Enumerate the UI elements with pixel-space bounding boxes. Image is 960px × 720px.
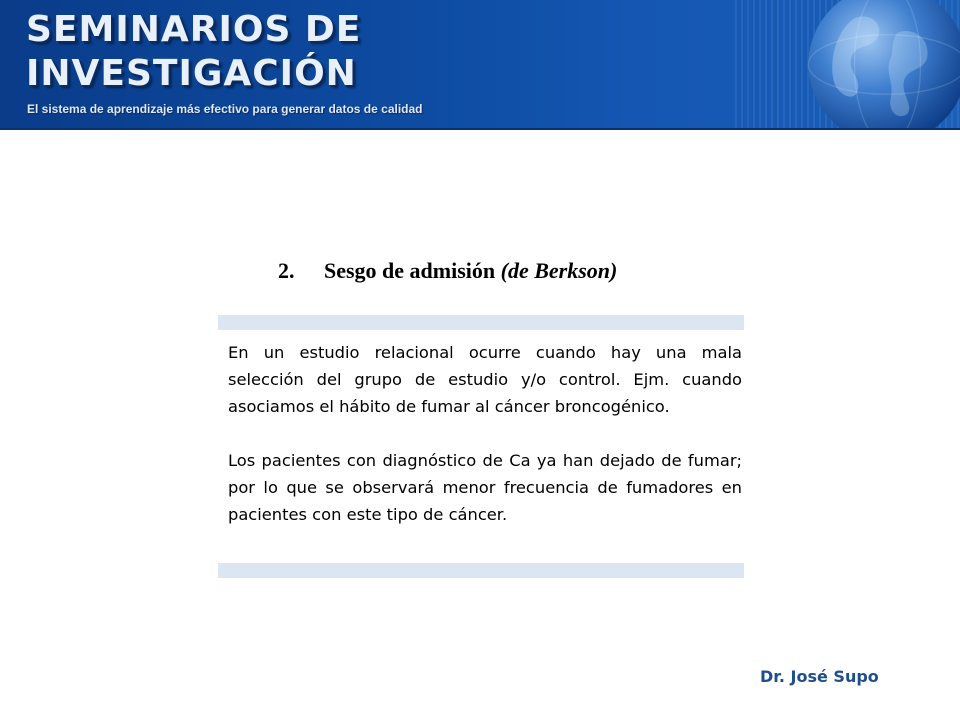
header-subtitle: El sistema de aprendizaje más efectivo para generar datos de calidad bbox=[27, 102, 423, 116]
header-title-line2: INVESTIGACIÓN bbox=[26, 53, 357, 94]
section-title bbox=[278, 258, 617, 284]
section-title-italic: (de Berkson) bbox=[500, 258, 618, 283]
header-title-line1: SEMINARIOS DE bbox=[26, 9, 362, 50]
paragraph-1: En un estudio relacional ocurre cuando hay una mala selección del grupo de estudio y/o control. Ejm. cuando asociamos el hábito de fumar al cáncer broncogénico. bbox=[228, 343, 742, 416]
globe-icon bbox=[805, 0, 960, 130]
content-bottom-bar bbox=[218, 563, 744, 578]
author-name: Dr. José Supo bbox=[760, 667, 879, 686]
header-banner bbox=[0, 0, 960, 130]
content-box bbox=[228, 339, 742, 528]
paragraph-2: Los pacientes con diagnóstico de Ca ya han dejado de fumar; por lo que se observará menor frecuencia de fumadores en pacientes con este tipo de cáncer. bbox=[228, 451, 742, 524]
header-title bbox=[26, 8, 361, 96]
section-number: 2. bbox=[278, 258, 295, 283]
content-top-bar bbox=[218, 315, 744, 330]
section-title-text: Sesgo de admisión bbox=[324, 258, 496, 283]
